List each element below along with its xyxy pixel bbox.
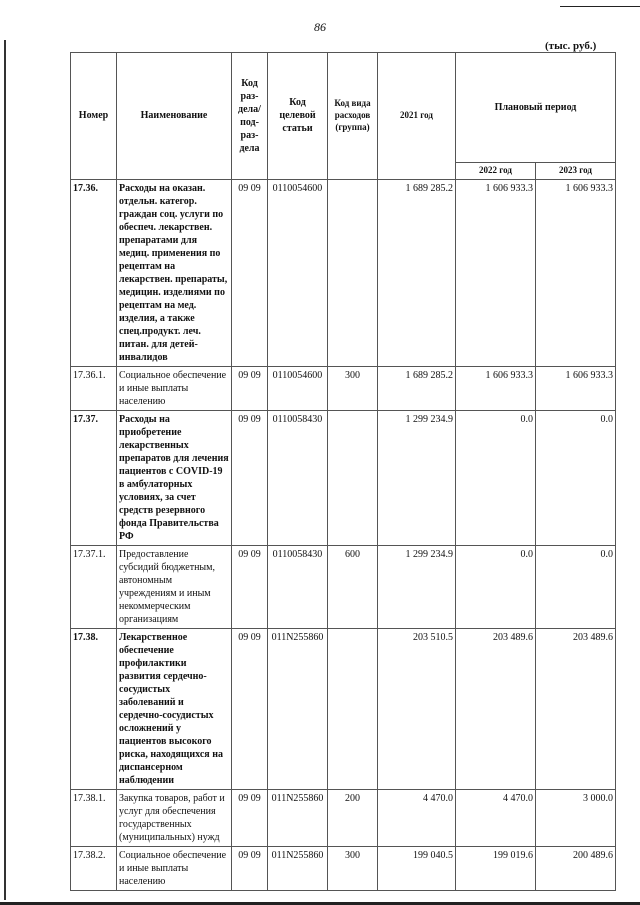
row-name: Предоставление субсидий бюджетным, автономным учреждениям и иным некоммерческим организациям	[117, 545, 232, 628]
page-number: 86	[314, 20, 326, 34]
row-target-code: 0110054600	[268, 366, 328, 410]
row-section: 09 09	[232, 789, 268, 846]
row-expense-type: 300	[328, 846, 378, 890]
scan-edge	[4, 40, 6, 900]
header-number: Номер	[71, 53, 117, 180]
row-2021: 203 510.5	[378, 628, 456, 789]
row-2022: 203 489.6	[456, 628, 536, 789]
row-2021: 199 040.5	[378, 846, 456, 890]
table-row	[71, 545, 616, 628]
row-2022: 1 606 933.3	[456, 366, 536, 410]
row-expense-type	[328, 179, 378, 366]
header-section: Код раз-дела/ под-раз-дела	[232, 53, 268, 180]
row-2023: 0.0	[536, 410, 616, 545]
row-section: 09 09	[232, 846, 268, 890]
row-section: 09 09	[232, 179, 268, 366]
row-expense-type: 600	[328, 545, 378, 628]
row-number: 17.38.	[71, 628, 117, 789]
row-number: 17.38.1.	[71, 789, 117, 846]
table-row	[71, 366, 616, 410]
row-2021: 1 689 285.2	[378, 366, 456, 410]
row-target-code: 011N255860	[268, 789, 328, 846]
row-name: Лекарственное обеспечение профилактики развития сердечно-сосудистых заболеваний и сердечно-сосудистых осложнений у пациентов высокого риска, находящихся на диспансерном наблюдении	[117, 628, 232, 789]
row-2021: 1 689 285.2	[378, 179, 456, 366]
row-target-code: 011N255860	[268, 628, 328, 789]
row-target-code: 0110058430	[268, 410, 328, 545]
header-target: Код целевой статьи	[268, 53, 328, 180]
row-name: Расходы на оказан. отдельн. категор. граждан соц. услуги по обеспеч. лекарствен. препаратами для медиц. применения по рецептам на лекарствен. препараты, медицин. изделиями по рецептам на мед. изделия, а также спец.продукт. леч. питан. для детей-инвалидов	[117, 179, 232, 366]
row-2022: 199 019.6	[456, 846, 536, 890]
header-name: Наименование	[117, 53, 232, 180]
header-plan-period: Плановый период	[456, 53, 616, 163]
row-expense-type: 200	[328, 789, 378, 846]
row-2023: 0.0	[536, 545, 616, 628]
row-expense-type: 300	[328, 366, 378, 410]
row-name: Социальное обеспечение и иные выплаты населению	[117, 366, 232, 410]
table-row	[71, 789, 616, 846]
row-target-code: 011N255860	[268, 846, 328, 890]
row-section: 09 09	[232, 410, 268, 545]
row-number: 17.36.1.	[71, 366, 117, 410]
row-2023: 200 489.6	[536, 846, 616, 890]
row-2021: 4 470.0	[378, 789, 456, 846]
row-2022: 0.0	[456, 410, 536, 545]
top-rule	[560, 6, 640, 7]
row-2021: 1 299 234.9	[378, 545, 456, 628]
row-number: 17.36.	[71, 179, 117, 366]
row-section: 09 09	[232, 628, 268, 789]
header-2022: 2022 год	[456, 163, 536, 180]
units-label: (тыс. руб.)	[545, 40, 597, 52]
row-2022: 4 470.0	[456, 789, 536, 846]
row-2023: 1 606 933.3	[536, 366, 616, 410]
header-2023: 2023 год	[536, 163, 616, 180]
header-2021: 2021 год	[378, 53, 456, 180]
row-section: 09 09	[232, 366, 268, 410]
row-2022: 1 606 933.3	[456, 179, 536, 366]
row-2022: 0.0	[456, 545, 536, 628]
header-expense-type: Код вида расходов (группа)	[328, 53, 378, 180]
table-row	[71, 846, 616, 890]
table-row	[71, 628, 616, 789]
row-2023: 203 489.6	[536, 628, 616, 789]
row-expense-type	[328, 410, 378, 545]
row-target-code: 0110058430	[268, 545, 328, 628]
table-row	[71, 179, 616, 366]
row-name: Социальное обеспечение и иные выплаты населению	[117, 846, 232, 890]
row-2023: 3 000.0	[536, 789, 616, 846]
row-2021: 1 299 234.9	[378, 410, 456, 545]
row-section: 09 09	[232, 545, 268, 628]
row-2023: 1 606 933.3	[536, 179, 616, 366]
row-number: 17.38.2.	[71, 846, 117, 890]
budget-table	[70, 52, 616, 891]
row-name: Расходы на приобретение лекарственных препаратов для лечения пациентов с COVID-19 в амбулаторных условиях, за счет средств резервного фонда Правительства РФ	[117, 410, 232, 545]
row-expense-type	[328, 628, 378, 789]
row-number: 17.37.	[71, 410, 117, 545]
row-name: Закупка товаров, работ и услуг для обеспечения государственных (муниципальных) нужд	[117, 789, 232, 846]
row-target-code: 0110054600	[268, 179, 328, 366]
row-number: 17.37.1.	[71, 545, 117, 628]
table-row	[71, 410, 616, 545]
